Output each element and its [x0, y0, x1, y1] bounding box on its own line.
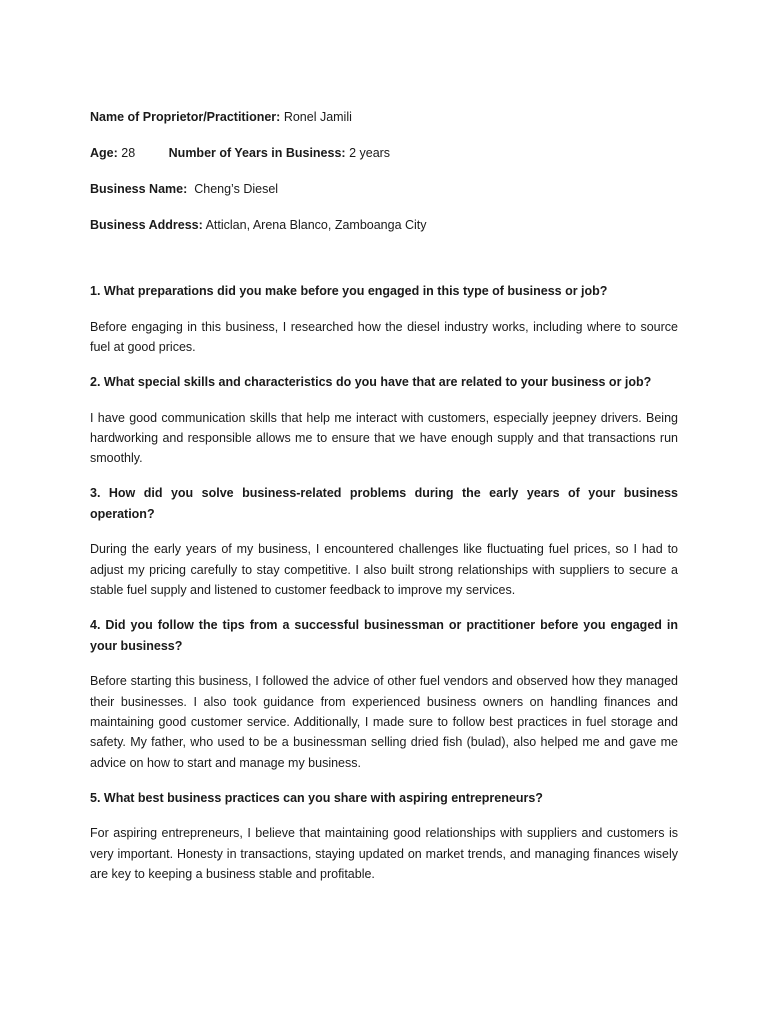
question-4: 4. Did you follow the tips from a successful businessman or practitioner before you engaged in your business? [90, 618, 678, 653]
question-3: 3. How did you solve business-related problems during the early years of your business operation? [90, 486, 678, 521]
business-address-line [90, 215, 678, 235]
answer-3: During the early years of my business, I encountered challenges like fluctuating fuel prices, so I had to adjust my pricing carefully to stay competitive. I also built strong relationships with suppliers to secure a stable fuel supply and listened to customer feedback to improve my services. [90, 542, 678, 598]
years-label: Number of Years in Business: [168, 146, 346, 160]
answer-5: For aspiring entrepreneurs, I believe that maintaining good relationships with suppliers and customers is very important. Honesty in transactions, staying updated on market trends, and managing finances wisely are key to keeping a business stable and profitable. [90, 826, 678, 881]
proprietor-label: Name of Proprietor/Practitioner: [90, 110, 281, 124]
question-1: 1. What preparations did you make before you engaged in this type of business or job? [90, 284, 608, 298]
business-name-value: Cheng’s Diesel [194, 182, 279, 196]
business-name-line [90, 179, 678, 199]
years-value: 2 years [349, 146, 391, 160]
proprietor-line [90, 107, 678, 127]
answer-1: Before engaging in this business, I researched how the diesel industry works, including where to source fuel at good prices. [90, 319, 678, 354]
profile-info [90, 107, 678, 235]
business-address-value: Atticlan, Arena Blanco, Zamboanga City [205, 218, 427, 232]
qa-section [90, 281, 678, 884]
answer-4: Before starting this business, I followed the advice of other fuel vendors and observed how they managed their businesses. I also took guidance from experienced business owners on handling finances and maintaining good customer service. Additionally, I made sure to follow best practices in fuel storage and safety. My father, who used to be a businessman selling dried fish (bulad), also helped me and gave me advice on how to start and manage my business. [90, 674, 678, 770]
question-2: 2. What special skills and characteristics do you have that are related to your business or job? [90, 375, 652, 390]
business-name-label: Business Name: [90, 182, 188, 196]
business-address-label: Business Address: [90, 218, 203, 232]
question-5: 5. What best business practices can you share with aspiring entrepreneurs? [90, 790, 543, 805]
age-label: Age: [90, 146, 118, 160]
age-years-line [90, 143, 678, 163]
answer-2: I have good communication skills that help me interact with customers, especially jeepney drivers. Being hardworking and responsible allows me to ensure that we have enough supply and that transactions run smoothly. [90, 410, 678, 466]
proprietor-value: Ronel Jamili [283, 110, 352, 124]
age-value: 28 [121, 146, 136, 160]
